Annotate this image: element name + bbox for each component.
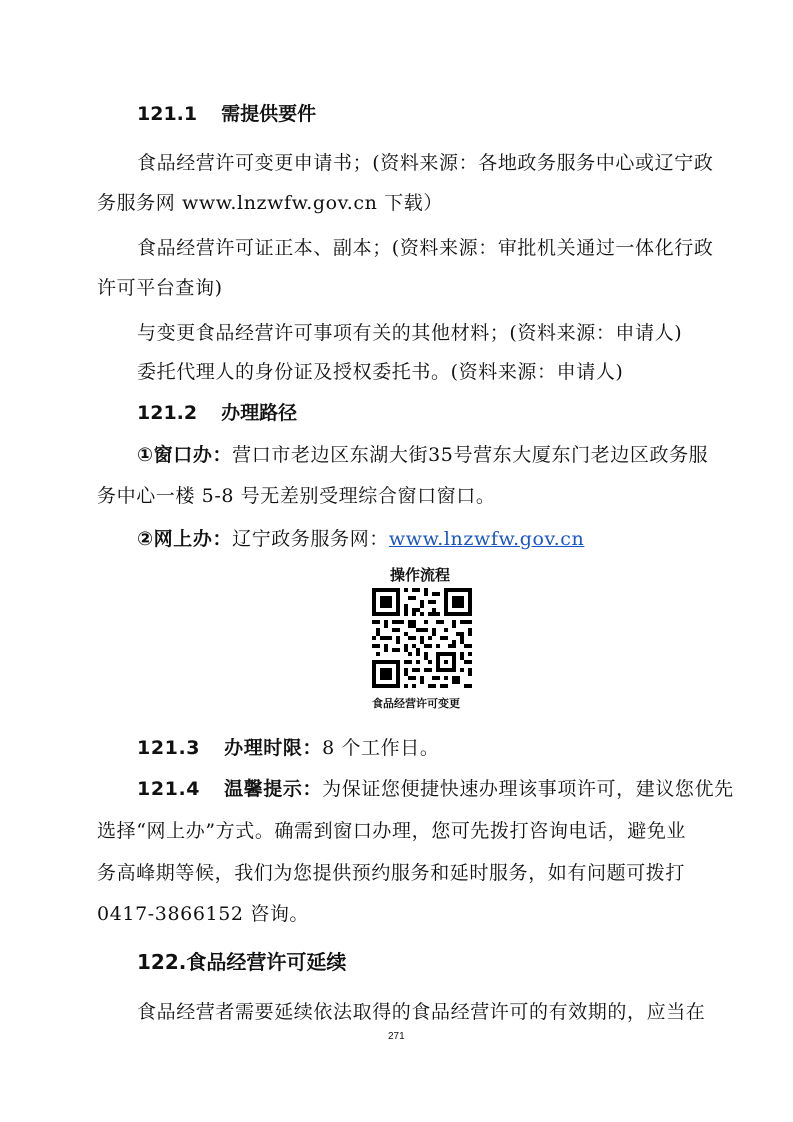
online-route-line bbox=[137, 524, 584, 551]
section-number: 121.3 bbox=[137, 737, 201, 759]
paragraph-line: 0417-3866152 咨询。 bbox=[97, 903, 310, 925]
website-link[interactable]: www.lnzwfw.gov.cn bbox=[388, 528, 585, 550]
section-number: 121.1 bbox=[137, 103, 198, 125]
page-number: 271 bbox=[388, 1031, 405, 1042]
section-title: 办理路径 bbox=[221, 402, 298, 424]
qr-code-image bbox=[372, 588, 472, 688]
paragraph-line: 食品经营者需要延续依法取得的食品经营许可的有效期的，应当在 bbox=[137, 1001, 706, 1023]
window-route-text: 营口市老边区东湖大街35号营东大厦东门老边区政务服 bbox=[232, 444, 709, 466]
paragraph-line: 务高峰期等候，我们为您提供预约服务和延时服务，如有问题可拨打 bbox=[97, 862, 686, 884]
tip-label: 温馨提示： bbox=[224, 778, 323, 800]
online-route-label: ②网上办： bbox=[137, 528, 233, 550]
paragraph-line: 选择“网上办”方式。确需到窗口办理，您可先拨打咨询电话，避免业 bbox=[97, 820, 687, 842]
section-heading-121-4 bbox=[137, 774, 734, 801]
section-number: 121.4 bbox=[137, 778, 201, 800]
paragraph-line: 务中心一楼 5-8 号无差别受理综合窗口窗口。 bbox=[97, 485, 496, 507]
section-heading-121-3 bbox=[137, 733, 439, 760]
paragraph-line: 食品经营许可证正本、副本；(资料来源：审批机关通过一体化行政 bbox=[137, 237, 714, 259]
section-heading-121-2 bbox=[137, 398, 297, 425]
paragraph-line: 委托代理人的身份证及授权委托书。(资料来源：申请人) bbox=[137, 361, 624, 383]
section-heading-122: 122.食品经营许可延续 bbox=[137, 950, 347, 974]
qr-caption: 食品经营许可变更 bbox=[372, 697, 460, 710]
paragraph-line: 食品经营许可变更申请书；(资料来源：各地政务服务中心或辽宁政 bbox=[137, 152, 714, 174]
section-number: 121.2 bbox=[137, 402, 198, 424]
qr-title: 操作流程 bbox=[390, 566, 451, 584]
online-route-text: 辽宁政务服务网： bbox=[232, 528, 389, 550]
paragraph-line: 务服务网 www.lnzwfw.gov.cn 下载） bbox=[97, 192, 443, 214]
paragraph-line: 与变更食品经营许可事项有关的其他材料；(资料来源：申请人) bbox=[137, 322, 683, 344]
section-title: 需提供要件 bbox=[221, 103, 317, 125]
time-limit-text: 8 个工作日。 bbox=[322, 737, 440, 759]
tip-text: 为保证您便捷快速办理该事项许可，建议您优先 bbox=[322, 778, 734, 800]
section-heading-121-1 bbox=[137, 99, 316, 126]
window-route-line bbox=[137, 440, 708, 467]
window-route-label: ①窗口办： bbox=[137, 444, 233, 466]
paragraph-line: 许可平台查询) bbox=[97, 277, 223, 299]
time-limit-label: 办理时限： bbox=[224, 737, 323, 759]
